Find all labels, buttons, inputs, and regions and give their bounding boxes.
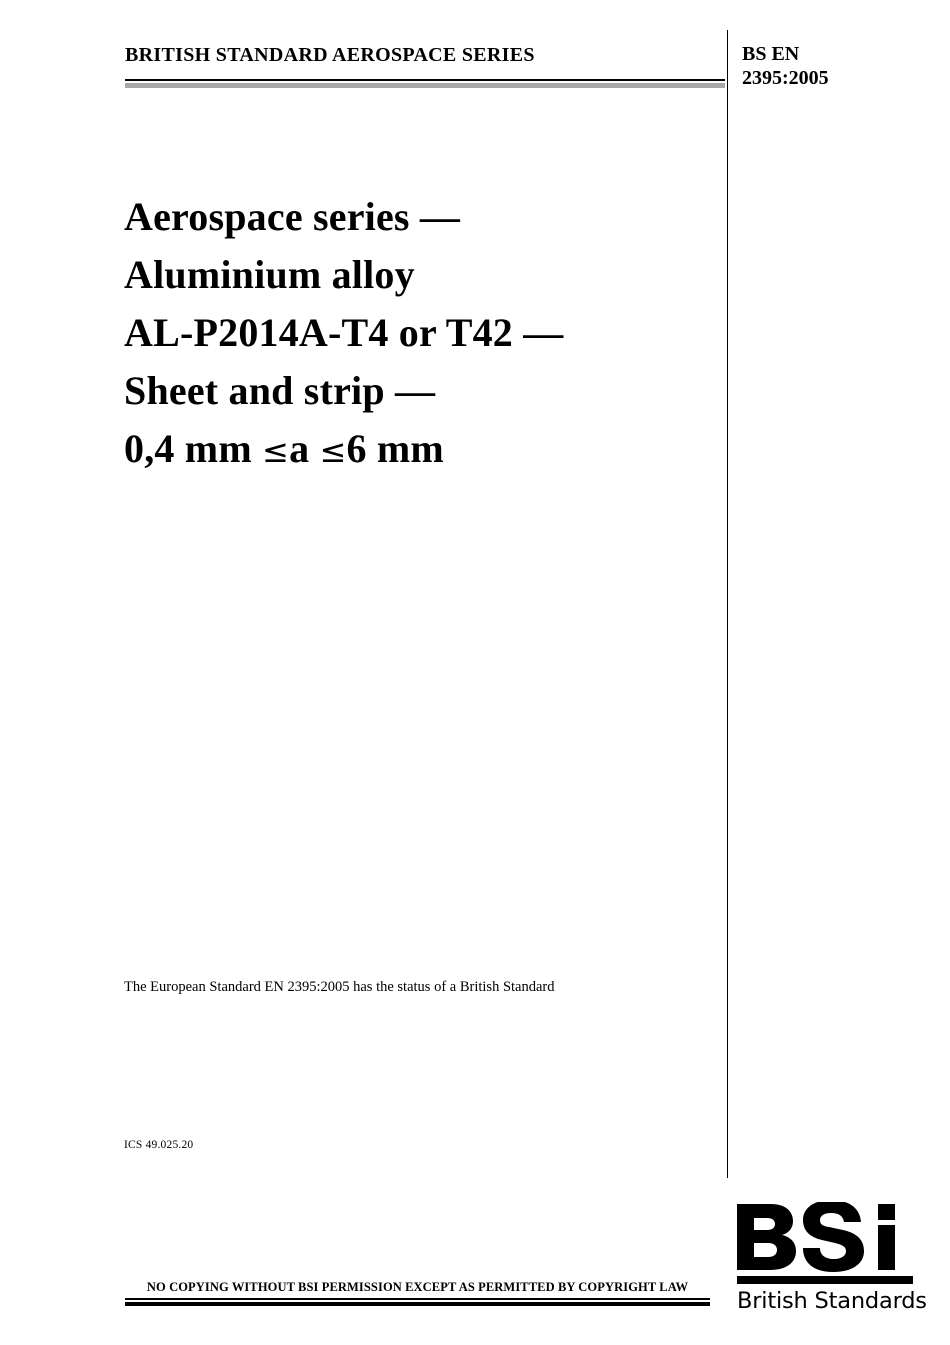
standard-reference-line2: 2395:2005 (742, 67, 829, 89)
status-note: The European Standard EN 2395:2005 has the status of a British Standard (124, 979, 555, 995)
less-equal-icon-2: ≤ (319, 432, 347, 470)
standard-reference-line1: BS EN (742, 43, 800, 65)
thickness-range-prefix: 0,4 mm (124, 426, 263, 471)
bsi-wordmark: British Standards (737, 1288, 927, 1314)
page-title-line-3: AL-P2014A-T4 or T42 — (124, 310, 564, 355)
column-divider-line (727, 30, 728, 1178)
footer-rule-thick (125, 1302, 710, 1306)
thickness-range-suffix: 6 mm (346, 426, 444, 471)
bsi-logo-icon (735, 1202, 915, 1288)
page-title-line-5 (124, 420, 724, 480)
standard-reference (742, 42, 932, 90)
footer-divider-rule (125, 1298, 710, 1306)
ics-code: ICS 49.025.20 (124, 1139, 194, 1151)
thickness-range-variable: a (289, 426, 320, 471)
header-rule-thick (125, 83, 725, 88)
page-header-title: BRITISH STANDARD AEROSPACE SERIES (125, 44, 535, 66)
header-divider-rule (125, 79, 725, 88)
less-equal-icon-1: ≤ (262, 432, 290, 470)
page-title (124, 188, 724, 480)
page-title-line-2: Aluminium alloy (124, 252, 415, 297)
copyright-notice: NO COPYING WITHOUT BSI PERMISSION EXCEPT AS PERMITTED BY COPYRIGHT LAW (146, 1280, 689, 1294)
page-title-line-4: Sheet and strip — (124, 368, 436, 413)
page-title-line-1: Aerospace series — (124, 194, 461, 239)
